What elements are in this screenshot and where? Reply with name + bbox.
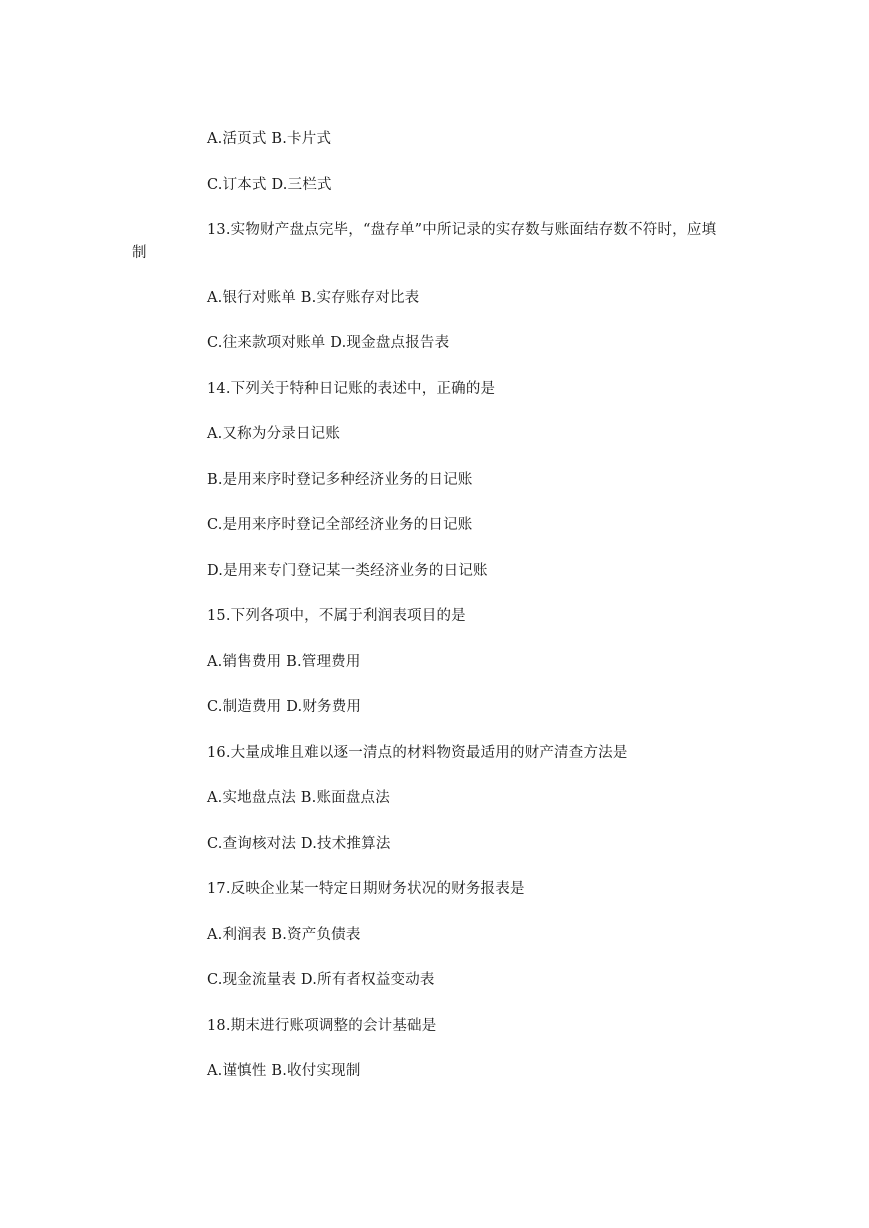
q12-options-ab: A.活页式 B.卡片式 xyxy=(207,131,332,147)
q17-options-ab: A.利润表 B.资产负债表 xyxy=(207,927,361,943)
q16-options-cd: C.查询核对法 D.技术推算法 xyxy=(207,836,391,852)
q15-options-ab: A.销售费用 B.管理费用 xyxy=(207,654,361,670)
q13-stem-continued: 制 xyxy=(132,245,147,261)
q16-options-ab: A.实地盘点法 B.账面盘点法 xyxy=(207,790,390,806)
q14-option-d: D.是用来专门登记某一类经济业务的日记账 xyxy=(207,563,488,579)
q14-option-c: C.是用来序时登记全部经济业务的日记账 xyxy=(207,517,473,533)
q15-stem: 15.下列各项中，不属于利润表项目的是 xyxy=(207,608,466,624)
q14-option-b: B.是用来序时登记多种经济业务的日记账 xyxy=(207,472,473,488)
q18-stem: 18.期末进行账项调整的会计基础是 xyxy=(207,1018,437,1034)
q14-option-a: A.又称为分录日记账 xyxy=(207,426,341,442)
q18-options-ab: A.谨慎性 B.收付实现制 xyxy=(207,1063,361,1079)
q13-stem: 13.实物财产盘点完毕，“盘存单”中所记录的实存数与账面结存数不符时，应填 xyxy=(207,222,717,238)
q14-stem: 14.下列关于特种日记账的表述中，正确的是 xyxy=(207,381,496,397)
q12-options-cd: C.订本式 D.三栏式 xyxy=(207,177,332,193)
q15-options-cd: C.制造费用 D.财务费用 xyxy=(207,699,362,715)
q16-stem: 16.大量成堆且难以逐一清点的材料物资最适用的财产清查方法是 xyxy=(207,745,628,761)
q17-options-cd: C.现金流量表 D.所有者权益变动表 xyxy=(207,972,435,988)
q13-options-ab: A.银行对账单 B.实存账存对比表 xyxy=(207,290,420,306)
q17-stem: 17.反映企业某一特定日期财务状况的财务报表是 xyxy=(207,881,525,897)
q13-options-cd: C.往来款项对账单 D.现金盘点报告表 xyxy=(207,335,450,351)
